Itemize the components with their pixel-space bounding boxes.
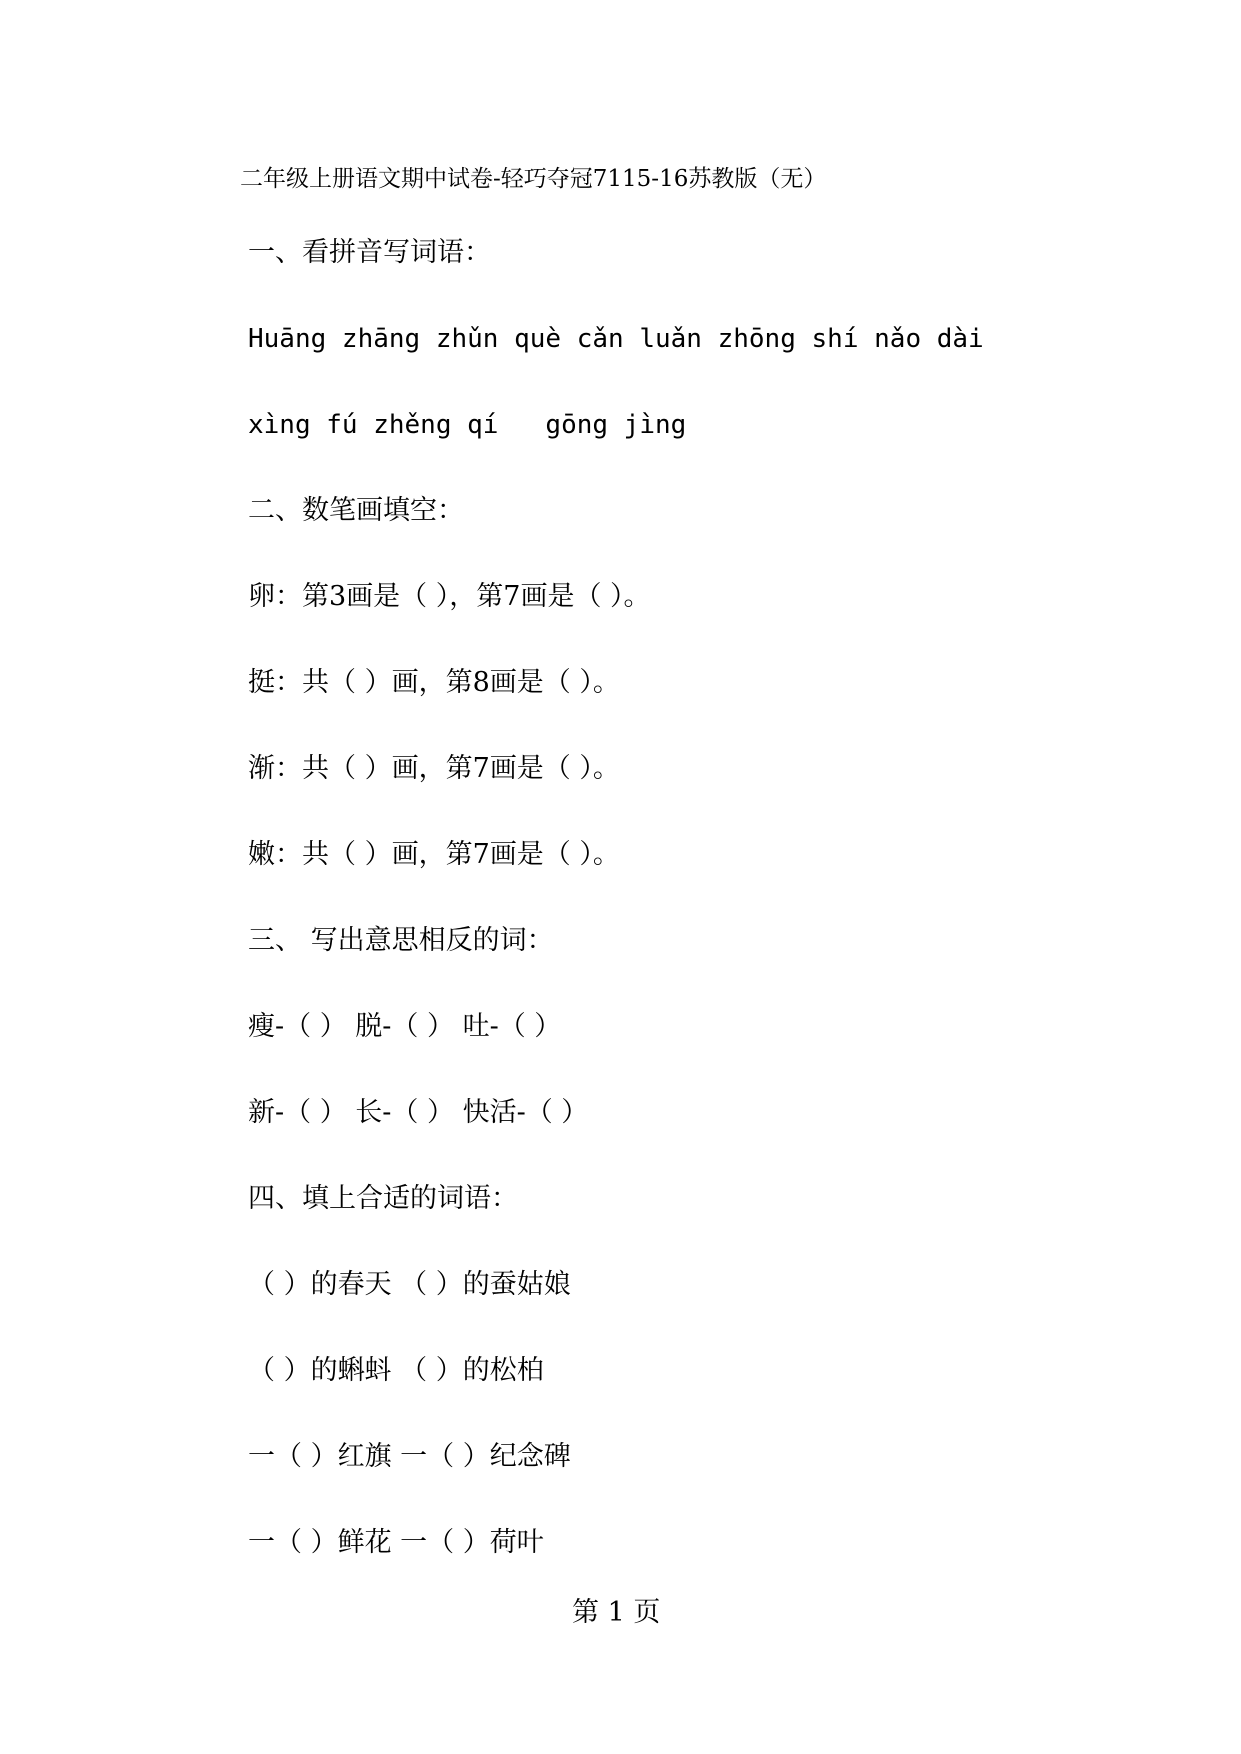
- question-line: 渐：共（ ）画，第7画是（ ）。: [248, 753, 620, 784]
- section-heading-3: 三、 写出意思相反的词：: [248, 925, 554, 956]
- pinyin-line-2: xìng fú zhěng qí gōng jìng: [248, 410, 687, 440]
- question-line: 一（ ）鲜花 一（ ）荷叶: [248, 1527, 544, 1558]
- section-heading-1: 一、看拼音写词语：: [248, 237, 491, 268]
- question-line: （ ）的蝌蚪 （ ）的松柏: [248, 1355, 544, 1386]
- section-heading-2: 二、数笔画填空：: [248, 495, 464, 526]
- question-line: 瘦-（ ） 脱-（ ） 吐-（ ）: [248, 1011, 562, 1042]
- page-number: 第 1 页: [572, 1597, 661, 1628]
- question-line: （ ）的春天 （ ）的蚕姑娘: [248, 1269, 571, 1300]
- pinyin-line-1: Huāng zhāng zhǔn què cǎn luǎn zhōng shí nǎo dài: [248, 324, 984, 354]
- question-line: 新-（ ） 长-（ ） 快活-（ ）: [248, 1097, 589, 1128]
- question-line: 卵：第3画是（ ），第7画是（ ）。: [248, 581, 651, 612]
- question-line: 挺：共（ ）画，第8画是（ ）。: [248, 667, 620, 698]
- document-title: 二年级上册语文期中试卷-轻巧夺冠7115-16苏教版（无）: [240, 166, 827, 192]
- question-line: 嫩：共（ ）画，第7画是（ ）。: [248, 839, 620, 870]
- section-heading-4: 四、填上合适的词语：: [248, 1183, 518, 1214]
- question-line: 一（ ）红旗 一（ ）纪念碑: [248, 1441, 571, 1472]
